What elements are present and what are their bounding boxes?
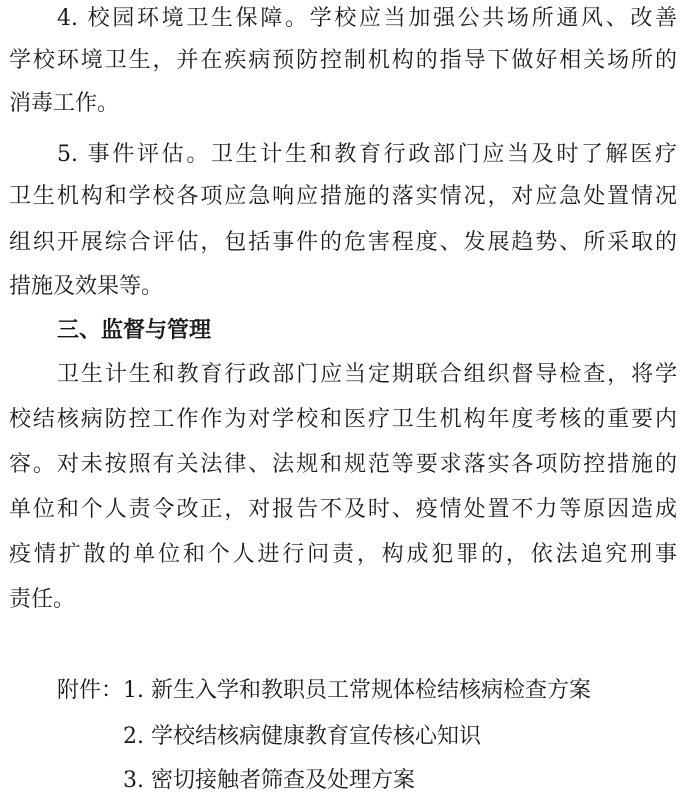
section-5-line-4: 措施及效果等。 <box>9 274 164 299</box>
supervision-line-6: 责任。 <box>9 587 76 612</box>
attachments-label: 附件： <box>57 678 124 703</box>
supervision-line-3: 容。对未按照有关法律、法规和规范等要求落实各项防控措施的 <box>9 452 677 477</box>
supervision-line-2: 校结核病防控工作作为对学校和医疗卫生机构年度考核的重要内 <box>9 407 677 432</box>
supervision-line-1: 卫生计生和教育行政部门应当定期联合组织督导检查，将学 <box>57 362 677 387</box>
section-5-line-2: 卫生机构和学校各项应急响应措施的落实情况，对应急处置情况 <box>9 184 677 209</box>
attachment-item-3: 3. 密切接触者筛查及处理方案 <box>123 768 415 793</box>
attachment-item-1: 1. 新生入学和教职员工常规体检结核病检查方案 <box>123 678 591 703</box>
section-4-line-2: 学校环境卫生，并在疾病预防控制机构的指导下做好相关场所的 <box>9 48 677 73</box>
section-heading-supervision: 三、监督与管理 <box>57 317 212 343</box>
supervision-line-5: 疫情扩散的单位和个人进行问责，构成犯罪的，依法追究刑事 <box>9 542 677 567</box>
section-4-line-3: 消毒工作。 <box>9 91 120 116</box>
section-5-line-3: 组织开展综合评估，包括事件的危害程度、发展趋势、所采取的 <box>9 230 677 255</box>
supervision-line-4: 单位和个人责令改正，对报告不及时、疫情处置不力等原因造成 <box>9 497 677 522</box>
attachment-item-2: 2. 学校结核病健康教育宣传核心知识 <box>123 724 481 749</box>
section-5-line-1: 5. 事件评估。卫生计生和教育行政部门应当及时了解医疗 <box>57 142 677 167</box>
section-4-line-1: 4. 校园环境卫生保障。学校应当加强公共场所通风、改善 <box>57 6 677 31</box>
